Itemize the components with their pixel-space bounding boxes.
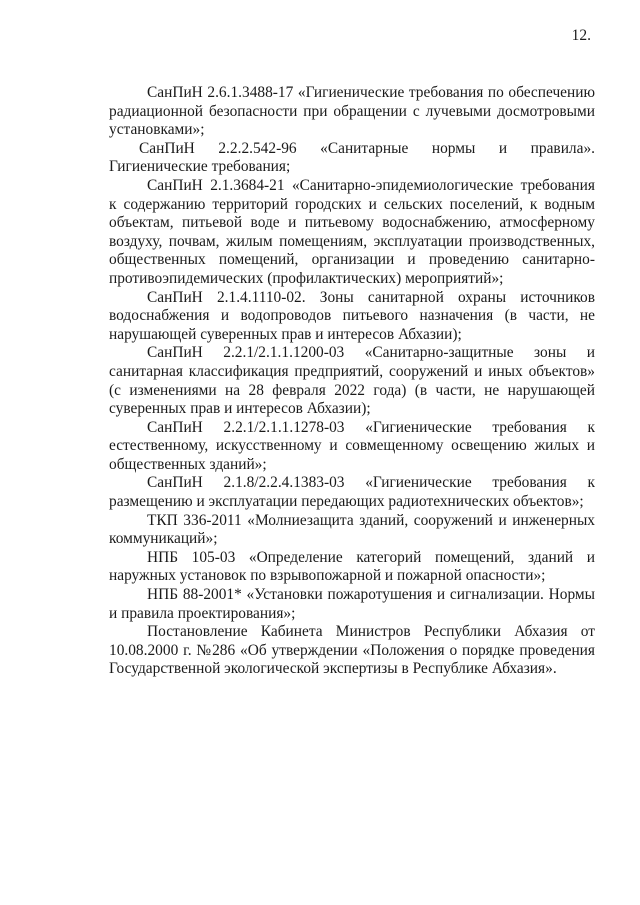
paragraph-sanpin-2-1-4-1110-02: СанПиН 2.1.4.1110-02. Зоны санитарной охраны источников водоснабжения и водопроводов питьевого назначения (в части, не нарушающей суверенных прав и интересов Абхазии); — [109, 288, 595, 343]
paragraph-sanpin-2-2-1-1200-03: СанПиН 2.2.1/2.1.1.1200-03 «Санитарно-защитные зоны и санитарная классификация предприятий, сооружений и иных объектов» (с изменениями на 28 февраля 2022 года) (в части, не нарушающей суверенных прав и интересов Абхазии); — [109, 344, 595, 418]
paragraph-npb-105-03: НПБ 105-03 «Определение категорий помещений, зданий и наружных установок по взрывопожарной и пожарной опасности»; — [109, 548, 595, 585]
paragraph-resolution-286: Постановление Кабинета Министров Республики Абхазия от 10.08.2000 г. №286 «Об утверждении «Положения о порядке проведения Государственной экологической экспертизы в Республике Абхазия». — [109, 623, 595, 678]
paragraph-sanpin-2-2-1-1278-03: СанПиН 2.2.1/2.1.1.1278-03 «Гигиенические требования к естественному, искусственному и совмещенному освещению жилых и общественных зданий»; — [109, 418, 595, 473]
paragraph-npb-88-2001: НПБ 88-2001* «Установки пожаротушения и сигнализации. Нормы и правила проектирования»; — [109, 586, 595, 622]
paragraph-sanpin-2-6-1-3488-17: СанПиН 2.6.1.3488-17 «Гигиенические требования по обеспечению радиационной безопасности при обращении с лучевыми досмотровыми установками»; — [109, 84, 595, 139]
paragraph-sanpin-2-1-3684-21: СанПиН 2.1.3684-21 «Санитарно-эпидемиологические требования к содержанию территорий городских и сельских поселений, к водным объектам, питьевой воде и питьевому водоснабжению, атмосферному воздуху, почвам, жилым помещениям, эксплуатации производственных, общественных помещений, организации и проведению санитарно-противоэпидемических (профилактических) мероприятий»; — [109, 176, 595, 287]
document-body — [109, 84, 595, 679]
page-number: 12. — [571, 27, 591, 44]
paragraph-sanpin-2-2-2-542-96: СанПиН 2.2.2.542-96 «Санитарные нормы и правила». Гигиенические требования; — [109, 139, 595, 176]
paragraph-sanpin-2-1-8-1383-03: СанПиН 2.1.8/2.2.4.1383-03 «Гигиенические требования к размещению и эксплуатации передающих радиотехнических объектов»; — [109, 474, 595, 511]
paragraph-tkp-336-2011: ТКП 336-2011 «Молниезащита зданий, сооружений и инженерных коммуникаций»; — [109, 511, 595, 548]
